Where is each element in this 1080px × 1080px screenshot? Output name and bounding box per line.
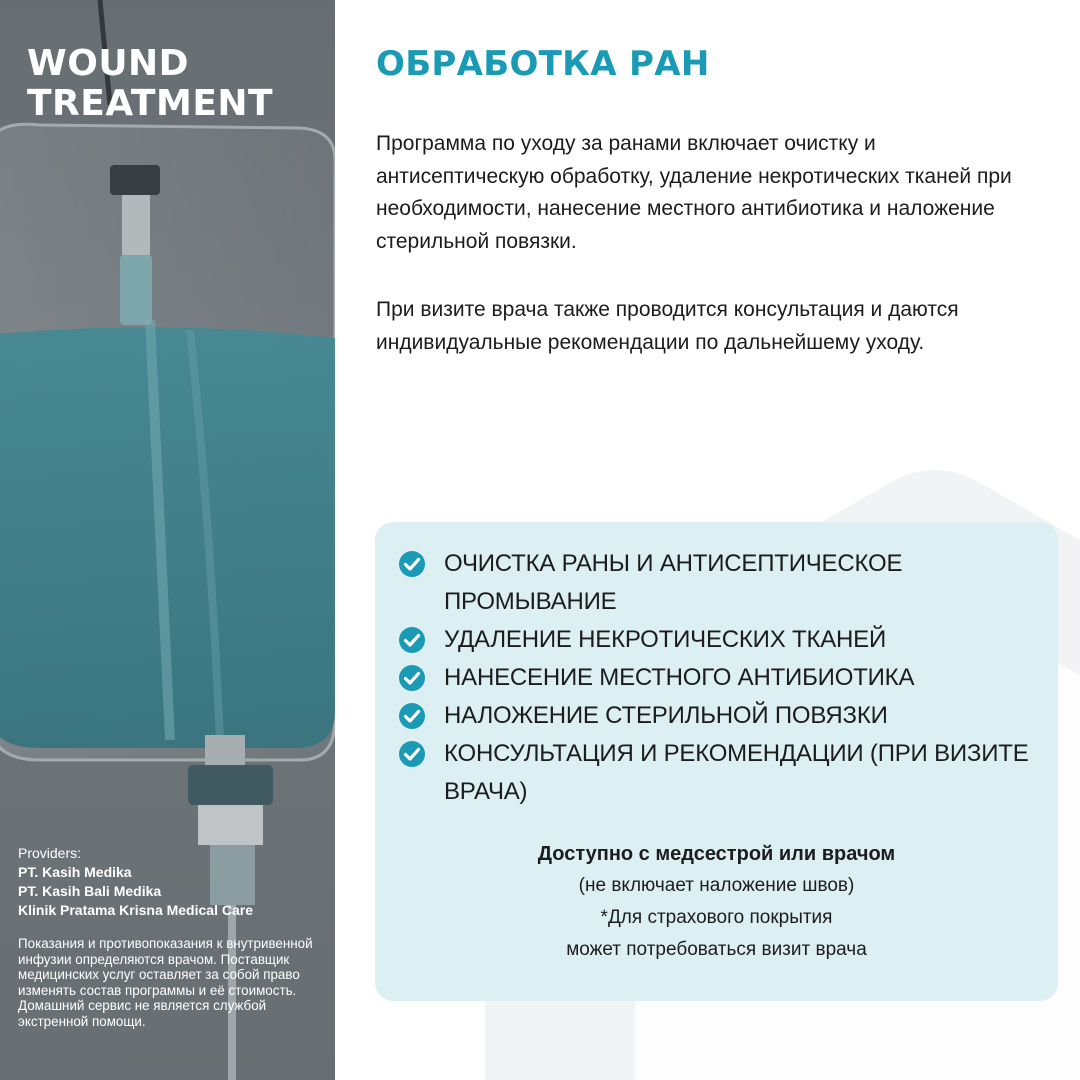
list-item [398, 621, 1038, 659]
left-photo-panel [0, 0, 335, 1080]
consultation-paragraph: При визите врача также проводится консультация и даются индивидуальные рекомендации по дальнейшему уходу. [376, 298, 959, 354]
check-circle-icon [398, 740, 426, 768]
insurance-note-cont: может потребоваться визит врача [566, 939, 867, 960]
availability-note: (не включает наложение швов) [578, 875, 855, 896]
left-title [27, 44, 327, 124]
availability-block [375, 838, 1058, 966]
list-item-text: КОНСУЛЬТАЦИЯ И РЕКОМЕНДАЦИИ (ПРИ ВИЗИТЕ ВРАЧА) [444, 740, 1029, 805]
check-circle-icon [398, 702, 426, 730]
intro-paragraph: Программа по уходу за ранами включает очистку и антисептическую обработку, удаление некротических тканей при необходимости, нанесение местного антибиотика и наложение стерильной повязки. [376, 132, 1012, 253]
list-item-text: НАНЕСЕНИЕ МЕСТНОГО АНТИБИОТИКА [444, 664, 915, 691]
left-title-line2: TREATMENT [27, 83, 274, 124]
list-item [398, 659, 1038, 697]
check-circle-icon [398, 626, 426, 654]
providers-block [18, 844, 323, 920]
list-item-text: УДАЛЕНИЕ НЕКРОТИЧЕСКИХ ТКАНЕЙ [444, 626, 887, 653]
check-circle-icon [398, 550, 426, 578]
insurance-note: *Для страхового покрытия [600, 907, 833, 928]
list-item-text: ОЧИСТКА РАНЫ И АНТИСЕПТИЧЕСКОЕ ПРОМЫВАНИЕ [444, 550, 903, 615]
provider-item: PT. Kasih Bali Medika [18, 883, 162, 899]
check-circle-icon [398, 664, 426, 692]
disclaimer-text: Показания и противопоказания к внутривенной инфузии определяются врачом. Поставщик медицинских услуг оставляет за собой право изменять состав программы и её стоимость. Домашний сервис не является службой экстренной помощи. [18, 936, 313, 1029]
list-item [398, 735, 1038, 811]
providers-label: Providers: [18, 845, 82, 861]
page-title: ОБРАБОТКА РАН [376, 44, 710, 84]
list-item [398, 697, 1038, 735]
provider-item: Klinik Pratama Krisna Medical Care [18, 902, 253, 918]
provider-item: PT. Kasih Medika [18, 864, 132, 880]
left-title-line1: WOUND [27, 43, 190, 84]
list-item [398, 545, 1038, 621]
availability-heading: Доступно с медсестрой или врачом [537, 843, 896, 865]
list-item-text: НАЛОЖЕНИЕ СТЕРИЛЬНОЙ ПОВЯЗКИ [444, 702, 888, 729]
services-checklist [398, 545, 1038, 811]
